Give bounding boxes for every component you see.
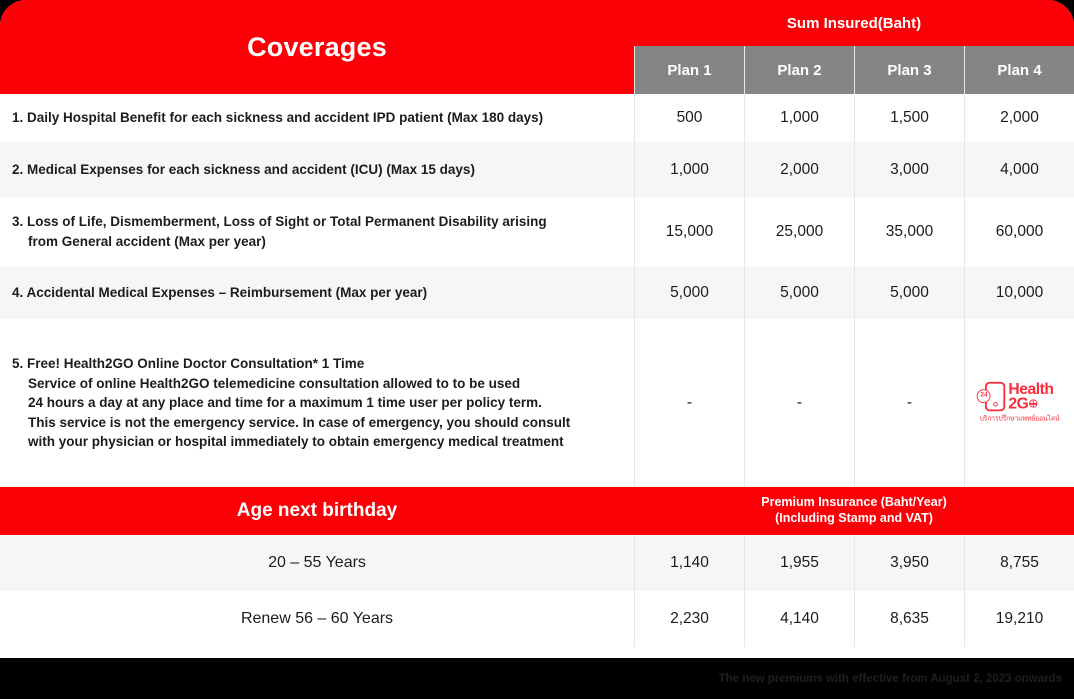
- coverage-line: 4. Accidental Medical Expenses – Reimbursement (Max per year): [12, 285, 428, 301]
- value-cell: 60,000: [964, 197, 1074, 267]
- coverage-values-3: [634, 197, 1074, 267]
- table-row: [0, 591, 1074, 647]
- table-row: [0, 535, 1074, 591]
- table-row: [0, 197, 1074, 267]
- coverage-label-3: [0, 197, 634, 267]
- plan-header-4: Plan 4: [964, 46, 1074, 94]
- logo-wordmark: [1008, 382, 1053, 411]
- coverage-line: 24 hours a day at any place and time for a maximum 1 time user per policy term.: [28, 395, 542, 411]
- logo-word-health: Health: [1008, 380, 1054, 398]
- value-cell: 8,635: [854, 591, 964, 647]
- premium-values-1: [634, 535, 1074, 591]
- coverage-line: with your physician or hospital immediately to obtain emergency medical treatment: [28, 434, 564, 450]
- value-cell: -: [854, 319, 964, 487]
- table-row: [0, 319, 1074, 487]
- coverage-label-2: [0, 142, 634, 197]
- coverages-header-cell: [0, 0, 634, 94]
- logo-word-2go-text: 2G: [1008, 394, 1029, 413]
- value-cell: 35,000: [854, 197, 964, 267]
- value-cell: 1,140: [634, 535, 744, 591]
- coverage-line: 5. Free! Health2GO Online Doctor Consultation* 1 Time: [12, 356, 365, 372]
- coverage-values-4: [634, 267, 1074, 319]
- premium-title-line-1: Premium Insurance (Baht/Year): [761, 495, 947, 510]
- premium-title-line-2: (Including Stamp and VAT): [775, 511, 933, 525]
- footer-bar: [0, 658, 1074, 699]
- logo-word-2go: [1008, 394, 1053, 413]
- value-cell: 19,210: [964, 591, 1074, 647]
- coverage-label-1: [0, 94, 634, 142]
- value-cell-logo: [964, 319, 1074, 487]
- value-cell: 25,000: [744, 197, 854, 267]
- coverage-line: 3. Loss of Life, Dismemberment, Loss of Sight or Total Permanent Disability arising: [12, 214, 547, 230]
- value-cell: 10,000: [964, 267, 1074, 319]
- table-header: [0, 0, 1074, 94]
- phone-home-dot-icon: [993, 402, 998, 407]
- value-cell: 2,000: [744, 142, 854, 197]
- page-title: Coverages: [247, 31, 387, 62]
- value-cell: 5,000: [744, 267, 854, 319]
- health2go-logo: [980, 382, 1060, 424]
- value-cell: 5,000: [634, 267, 744, 319]
- value-cell: 1,955: [744, 535, 854, 591]
- age-next-birthday-title: Age next birthday: [236, 500, 398, 521]
- table-row: [0, 142, 1074, 197]
- value-cell: 4,140: [744, 591, 854, 647]
- logo-top-row: [980, 380, 1054, 413]
- plan-header-2: Plan 2: [744, 46, 854, 94]
- value-cell: 1,000: [634, 142, 744, 197]
- premium-values-2: [634, 591, 1074, 647]
- sum-insured-title: Sum Insured(Baht): [634, 0, 1074, 46]
- table-row: [0, 267, 1074, 319]
- age-range-label-2: Renew 56 – 60 Years: [240, 610, 394, 627]
- value-cell: 3,950: [854, 535, 964, 591]
- coverage-line: This service is not the emergency service. In case of emergency, you should consult: [28, 414, 571, 430]
- plan-header-1: Plan 1: [634, 46, 744, 94]
- coverage-line: 1. Daily Hospital Benefit for each sickness and accident IPD patient (Max 180 days): [12, 110, 544, 126]
- coverage-values-5: [634, 319, 1074, 487]
- logo-thai-subtitle: บริการปรึกษาแพทย์ออนไลน์: [979, 414, 1060, 423]
- premium-section-header: [0, 487, 1074, 535]
- value-cell: 8,755: [964, 535, 1074, 591]
- value-cell: 2,230: [634, 591, 744, 647]
- value-cell: -: [744, 319, 854, 487]
- value-cell: 1,000: [744, 94, 854, 142]
- value-cell: 3,000: [854, 142, 964, 197]
- effective-date-note: The new premiums with effective from August 2, 2023 onwards: [718, 672, 1062, 685]
- coverage-line: 2. Medical Expenses for each sickness and accident (ICU) (Max 15 days): [12, 161, 475, 177]
- phone-icon: [980, 382, 1005, 411]
- value-cell: 2,000: [964, 94, 1074, 142]
- value-cell: 500: [634, 94, 744, 142]
- badge-24-icon: 24: [977, 389, 991, 403]
- plan-header-row: [634, 46, 1074, 94]
- value-cell: 4,000: [964, 142, 1074, 197]
- table-row: [0, 94, 1074, 142]
- value-cell: -: [634, 319, 744, 487]
- value-cell: 15,000: [634, 197, 744, 267]
- age-range-label-1: 20 – 55 Years: [268, 554, 366, 571]
- plan-header-3: Plan 3: [854, 46, 964, 94]
- coverage-line: Service of online Health2GO telemedicine consultation allowed to to be used: [28, 375, 521, 391]
- premium-insurance-title: [634, 487, 1074, 535]
- coverage-values-1: [634, 94, 1074, 142]
- value-cell: 5,000: [854, 267, 964, 319]
- value-cell: 1,500: [854, 94, 964, 142]
- coverage-line: from General accident (Max per year): [28, 234, 266, 249]
- sum-insured-header-group: [634, 0, 1074, 94]
- coverage-values-2: [634, 142, 1074, 197]
- globe-icon: [1029, 400, 1037, 408]
- coverage-label-4: [0, 267, 634, 319]
- coverage-label-5: [0, 319, 634, 487]
